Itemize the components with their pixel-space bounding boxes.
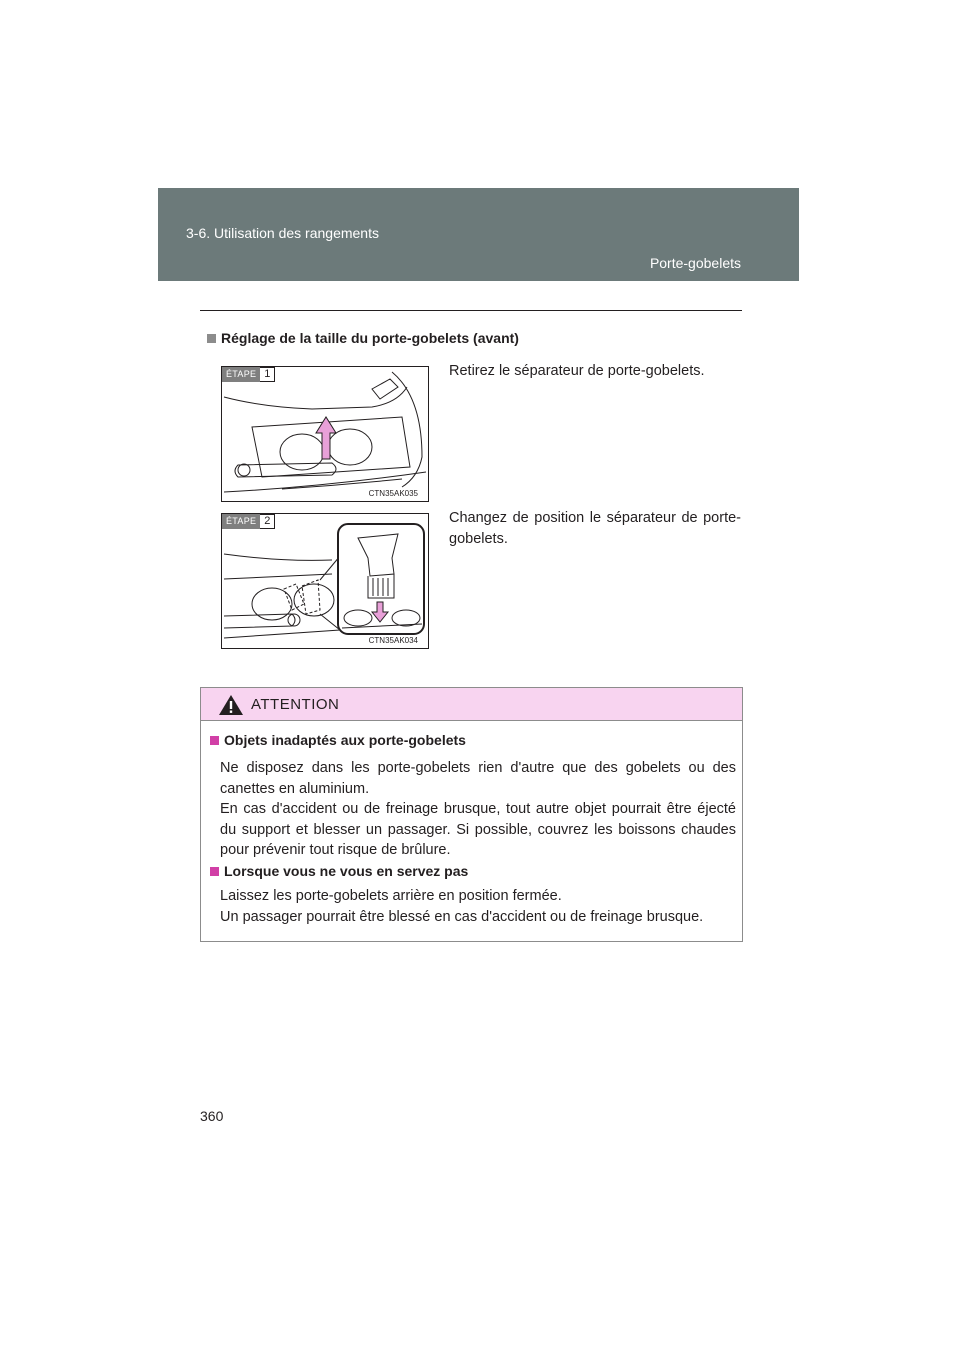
text-line: Ne disposez dans les porte-gobelets rien d'autre que des gobelets ou des canettes en aluminium. [220, 760, 736, 797]
page-header [158, 188, 799, 281]
square-bullet-icon [210, 736, 219, 745]
text-line: En cas d'accident ou de freinage brusque, tout autre objet pourrait être éjecté du support et blesser un passager. Si possible, couvrez les boissons chaudes pour prévenir tout risque de brûlure. [220, 801, 736, 858]
attention-item-text [220, 886, 736, 927]
attention-item-heading [210, 732, 466, 748]
subsection-heading [207, 330, 519, 346]
step-2-badge [222, 514, 275, 529]
step-label: ÉTAPE [222, 514, 260, 529]
subsection-heading-text: Réglage de la taille du porte-gobelets (avant) [221, 330, 519, 346]
step-2-text: Changez de position le séparateur de porte-gobelets. [449, 510, 741, 547]
attention-header [201, 688, 742, 721]
attention-item-heading-text: Objets inadaptés aux porte-gobelets [224, 732, 466, 748]
step-1-text: Retirez le séparateur de porte-gobelets. [449, 363, 705, 379]
step-1-illustration [221, 366, 429, 502]
section-title: 3-6. Utilisation des rangements [186, 225, 379, 241]
topic-title: Porte-gobelets [649, 255, 741, 271]
attention-title: ATTENTION [251, 696, 340, 713]
step-number: 1 [260, 367, 275, 382]
step-2-illustration [221, 513, 429, 649]
attention-item-heading-text: Lorsque vous ne vous en servez pas [224, 863, 469, 879]
square-bullet-icon [210, 867, 219, 876]
figure-code: CTN35AK035 [368, 489, 418, 498]
warning-triangle-icon [218, 694, 244, 716]
step-label: ÉTAPE [222, 367, 260, 382]
text-line: Laissez les porte-gobelets arrière en position fermée. [220, 888, 562, 904]
attention-item-text-content [220, 886, 736, 927]
step-1-badge [222, 367, 275, 382]
square-bullet-icon [207, 334, 216, 343]
text-line: Un passager pourrait être blessé en cas d'accident ou de freinage brusque. [220, 908, 704, 925]
cup-holder-removal-drawing [222, 367, 428, 501]
attention-item-heading [210, 863, 468, 879]
attention-item-text-content [220, 758, 736, 861]
cup-holder-reposition-drawing [222, 514, 428, 648]
attention-item-text [220, 758, 736, 861]
page-number: 360 [200, 1108, 224, 1124]
step-number: 2 [260, 514, 275, 529]
attention-box [200, 687, 743, 942]
figure-code: CTN35AK034 [368, 636, 418, 645]
header-rule [200, 310, 742, 311]
up-arrow-icon [316, 417, 336, 459]
